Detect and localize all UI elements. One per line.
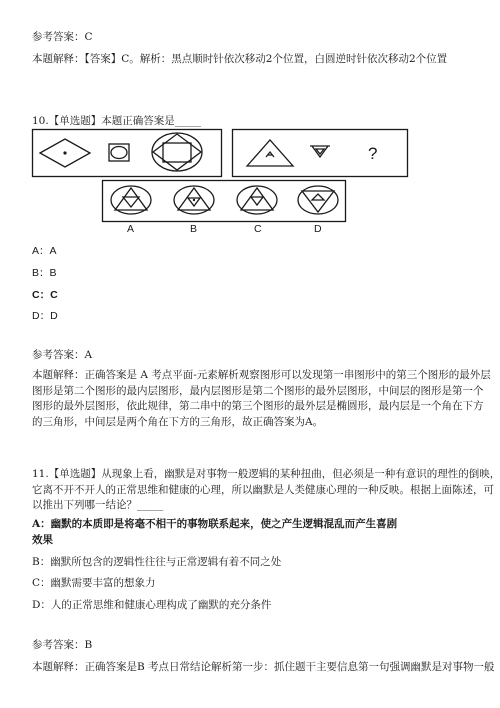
ellipse-shape	[111, 147, 127, 159]
inner-diamond	[153, 134, 201, 170]
fig-label-a: A	[127, 223, 135, 235]
q9-answer-label: 参考答案：C	[32, 31, 93, 43]
q11-explanation: 本题解释：正确答案是B 考点日常结论解析第一步：抓住题干主要信息第一句强调幽默是对事物一般	[32, 661, 495, 673]
choice-c-triangle	[241, 188, 273, 210]
q11-option-b[interactable]: B：幽默所包含的逻辑性往往与正常逻辑有着不同之处	[32, 556, 282, 568]
fig-label-d: D	[314, 223, 322, 235]
q11-option-a[interactable]: A：幽默的本质即是将毫不相干的事物联系起来，使之产生逻辑混乱而产生喜剧 效果	[32, 518, 398, 546]
choice-a-inner	[123, 197, 139, 207]
q11-answer-label: 参考答案：B	[32, 639, 93, 651]
q10-choice-figures	[102, 180, 346, 222]
choice-c-inner	[251, 197, 263, 205]
choice-b-dot	[193, 199, 195, 201]
small-mark	[266, 152, 274, 157]
q10-figure-row2	[232, 129, 408, 177]
choice-d-inner	[312, 194, 324, 200]
q10-option-a[interactable]: A：A	[32, 245, 57, 257]
q11-option-c[interactable]: C：幽默需要丰富的想象力	[32, 577, 156, 589]
fig-label-b: B	[190, 223, 198, 235]
inner-square	[163, 143, 191, 162]
q10-explanation: 本题解释：正确答案是 A 考点平面-元素解析观察图形可以发现第一串图形中的第三个图形的最外层 图形是第二个图形的最内层图形，最内层图形是第二个图形的最外层图形，中间层的图形是第一个 图形的最外层图形，依此规律，第二串中的第三个图形的最外层是椭圆形，最内层是一个角在下方 的三角形，中间层是两个角在下方的三角形，故正确答案为A。	[32, 369, 491, 428]
question-mark: ?	[368, 144, 378, 163]
dot-shape	[63, 151, 66, 154]
q10-option-d[interactable]: D：D	[32, 310, 58, 322]
outer-ellipse	[152, 133, 202, 171]
q10-figure-row1	[32, 129, 222, 177]
inverted-triangle	[310, 146, 330, 157]
q10-answer-label: 参考答案：A	[32, 349, 93, 361]
q10-option-b[interactable]: B：B	[32, 267, 57, 279]
q11-option-d[interactable]: D：人的正常思维和健康心理构成了幽默的充分条件	[32, 599, 272, 611]
fig-label-c: C	[254, 223, 262, 235]
q10-option-c[interactable]: C：C	[32, 289, 58, 301]
q10-title: 10.【单选题】本题正确答案是_____	[32, 115, 201, 127]
q11-stem: 11.【单选题】从现象上看，幽默是对事物一般逻辑的某种扭曲，但必须是一种有意识的理性的倒映， 它离不开不开人的正常思维和健康的心理，所以幽默是人类健康心理的一种反映。根据上面陈述，可 以推出下列哪一结论？_____	[32, 468, 500, 511]
q9-explanation: 本题解释：【答案】C。解析：黑点顺时针依次移动2个位置，白圆逆时针依次移动2个位置	[32, 53, 448, 65]
